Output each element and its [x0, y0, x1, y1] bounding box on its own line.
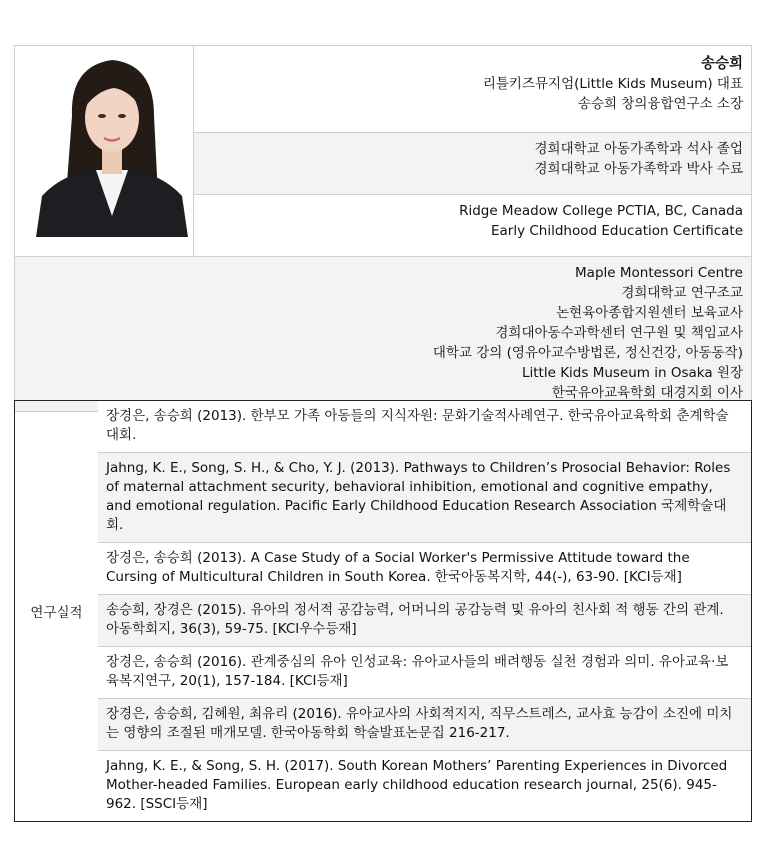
research-entry: 장경은, 송승희 (2013). 한부모 가족 아동들의 지식자원: 문화기술적사례연구. 한국유아교육학회 춘계학술대회.: [98, 401, 752, 453]
career-item: 한국유아교육학회 대경지회 이사: [551, 385, 743, 401]
portrait-photo: [32, 46, 192, 237]
research-table: [14, 400, 752, 822]
research-entry: 장경은, 송승희, 김혜원, 최유리 (2016). 유아교사의 사회적지지, 직무스트레스, 교사효 능감이 소진에 미치는 영향의 조절된 매개모델. 한국아동학회 학술발표논문집 216-217.: [98, 699, 752, 751]
research-entry: Jahng, K. E., Song, S. H., & Cho, Y. J. (2013). Pathways to Children’s Prosocial Behavior: Roles of maternal attachment security, behavioral inhibition, emotional and cognitive empathy, and emotional regulation. Pacific Early Childhood Education Research Association 국제학술대회.: [98, 453, 752, 543]
career-item: 대학교 강의 (영유아교수방법론, 정신건강, 아동동작): [432, 345, 743, 361]
education-line-2: 경희대학교 아동가족학과 박사 수료: [534, 161, 743, 177]
career-item: 논현육아종합지원센터 보육교사: [556, 305, 743, 321]
name-title-cell: [194, 46, 752, 133]
research-entry: 장경은, 송승희 (2016). 관계중심의 유아 인성교육: 유아교사들의 배려행동 실천 경험과 의미. 유아교육·보육복지연구, 20(1), 157-184. [KCI등재]: [98, 647, 752, 699]
education-cell: [194, 133, 752, 195]
photo-cell: [15, 46, 194, 257]
career-item: 경희대아동수과학센터 연구원 및 책임교사: [495, 325, 743, 341]
career-item: 경희대학교 연구조교: [621, 285, 743, 301]
certificate-line-2: Early Childhood Education Certificate: [491, 223, 743, 239]
career-cell: [15, 257, 752, 412]
career-item: Little Kids Museum in Osaka 원장: [521, 365, 743, 381]
education-line-1: 경희대학교 아동가족학과 석사 졸업: [534, 141, 743, 157]
profile-title-2: 송승희 창의융합연구소 소장: [577, 96, 743, 112]
profile-title-1: 리틀키즈뮤지엄(Little Kids Museum) 대표: [482, 76, 743, 92]
profile-table: [14, 45, 752, 412]
research-entry: Jahng, K. E., & Song, S. H. (2017). South Korean Mothers’ Parenting Experiences in Divorced Mother-headed Families. European early childhood education research journal, 25(6). 945-962. [SSCI등재]: [98, 751, 752, 822]
certificate-line-1: Ridge Meadow College PCTIA, BC, Canada: [459, 203, 743, 219]
profile-name: 송승희: [700, 56, 743, 72]
career-item: Maple Montessori Centre: [575, 265, 743, 281]
research-entry: 장경은, 송승희 (2013). A Case Study of a Social Worker's Permissive Attitude toward the Cursing of Multicultural Children in South Korea. 한국아동복지학, 44(-), 63-90. [KCI등재]: [98, 543, 752, 595]
research-entry: 송승희, 장경은 (2015). 유아의 정서적 공감능력, 어머니의 공감능력 및 유아의 친사회 적 행동 간의 관계. 아동학회지, 36(3), 59-75. [KCI우수등재]: [98, 595, 752, 647]
research-label: 연구실적: [15, 401, 99, 822]
certificate-cell: [194, 195, 752, 257]
